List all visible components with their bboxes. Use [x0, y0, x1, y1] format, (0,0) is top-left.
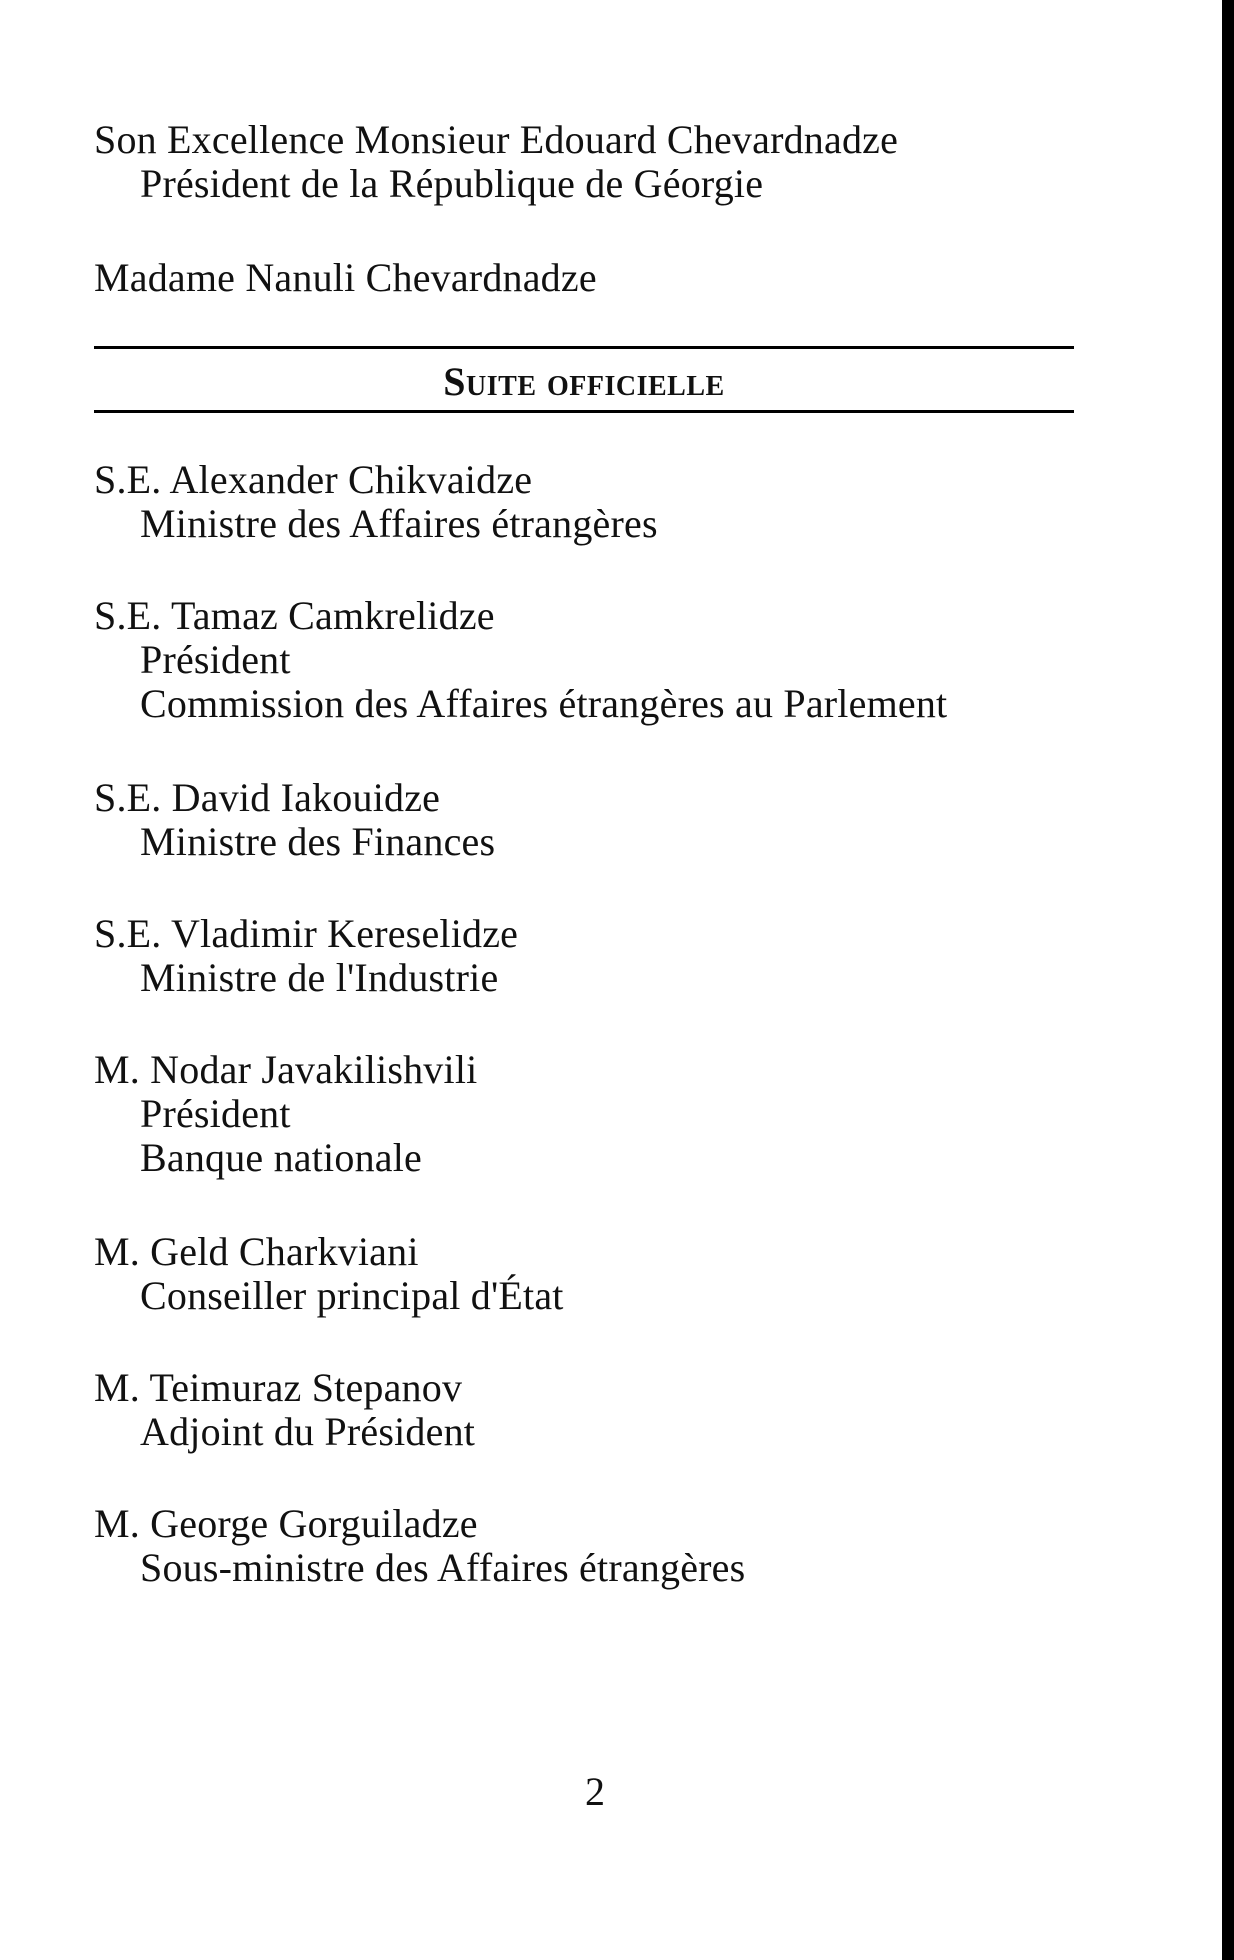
spouse-entry	[94, 256, 1094, 300]
member-role-line: Adjoint du Président	[140, 1409, 476, 1454]
principal-entry	[94, 118, 1094, 206]
list-item	[94, 594, 1094, 726]
member-name: M. Geld Charkviani	[94, 1229, 419, 1274]
section-title	[94, 360, 1074, 404]
member-role-line: Ministre des Affaires étrangères	[140, 501, 658, 546]
member-name: S.E. Alexander Chikvaidze	[94, 457, 533, 502]
member-role-line: Ministre de l'Industrie	[140, 955, 499, 1000]
principal-name: Son Excellence Monsieur Edouard Chevardnadze	[94, 117, 899, 162]
section-rule-top	[94, 346, 1074, 349]
member-role-line: Banque nationale	[140, 1135, 422, 1180]
spouse-name: Madame Nanuli Chevardnadze	[94, 255, 597, 300]
member-role-line: Sous-ministre des Affaires étrangères	[140, 1545, 746, 1590]
page-number: 2	[585, 1769, 605, 1814]
member-name: M. George Gorguiladze	[94, 1501, 478, 1546]
member-name: S.E. Tamaz Camkrelidze	[94, 593, 495, 638]
section-rule-bottom	[94, 410, 1074, 413]
list-item	[94, 458, 1094, 546]
member-role-line: Commission des Affaires étrangères au Parlement	[140, 681, 948, 726]
member-role-line: Ministre des Finances	[140, 819, 496, 864]
list-item	[94, 1048, 1094, 1180]
list-item	[94, 1366, 1094, 1454]
page-edge-bar	[1222, 0, 1234, 1960]
list-item	[94, 776, 1094, 864]
member-role-line: Président	[140, 1091, 291, 1136]
list-item	[94, 912, 1094, 1000]
list-item	[94, 1230, 1094, 1318]
member-name: M. Nodar Javakilishvili	[94, 1047, 478, 1092]
member-role-line: Conseiller principal d'État	[140, 1273, 564, 1318]
list-item	[94, 1502, 1094, 1590]
member-name: S.E. Vladimir Kereselidze	[94, 911, 519, 956]
member-name: M. Teimuraz Stepanov	[94, 1365, 463, 1410]
section-title-text: Suite officielle	[443, 359, 725, 404]
member-name: S.E. David Iakouidze	[94, 775, 441, 820]
member-role-line: Président	[140, 637, 291, 682]
principal-title: Président de la République de Géorgie	[140, 161, 764, 206]
